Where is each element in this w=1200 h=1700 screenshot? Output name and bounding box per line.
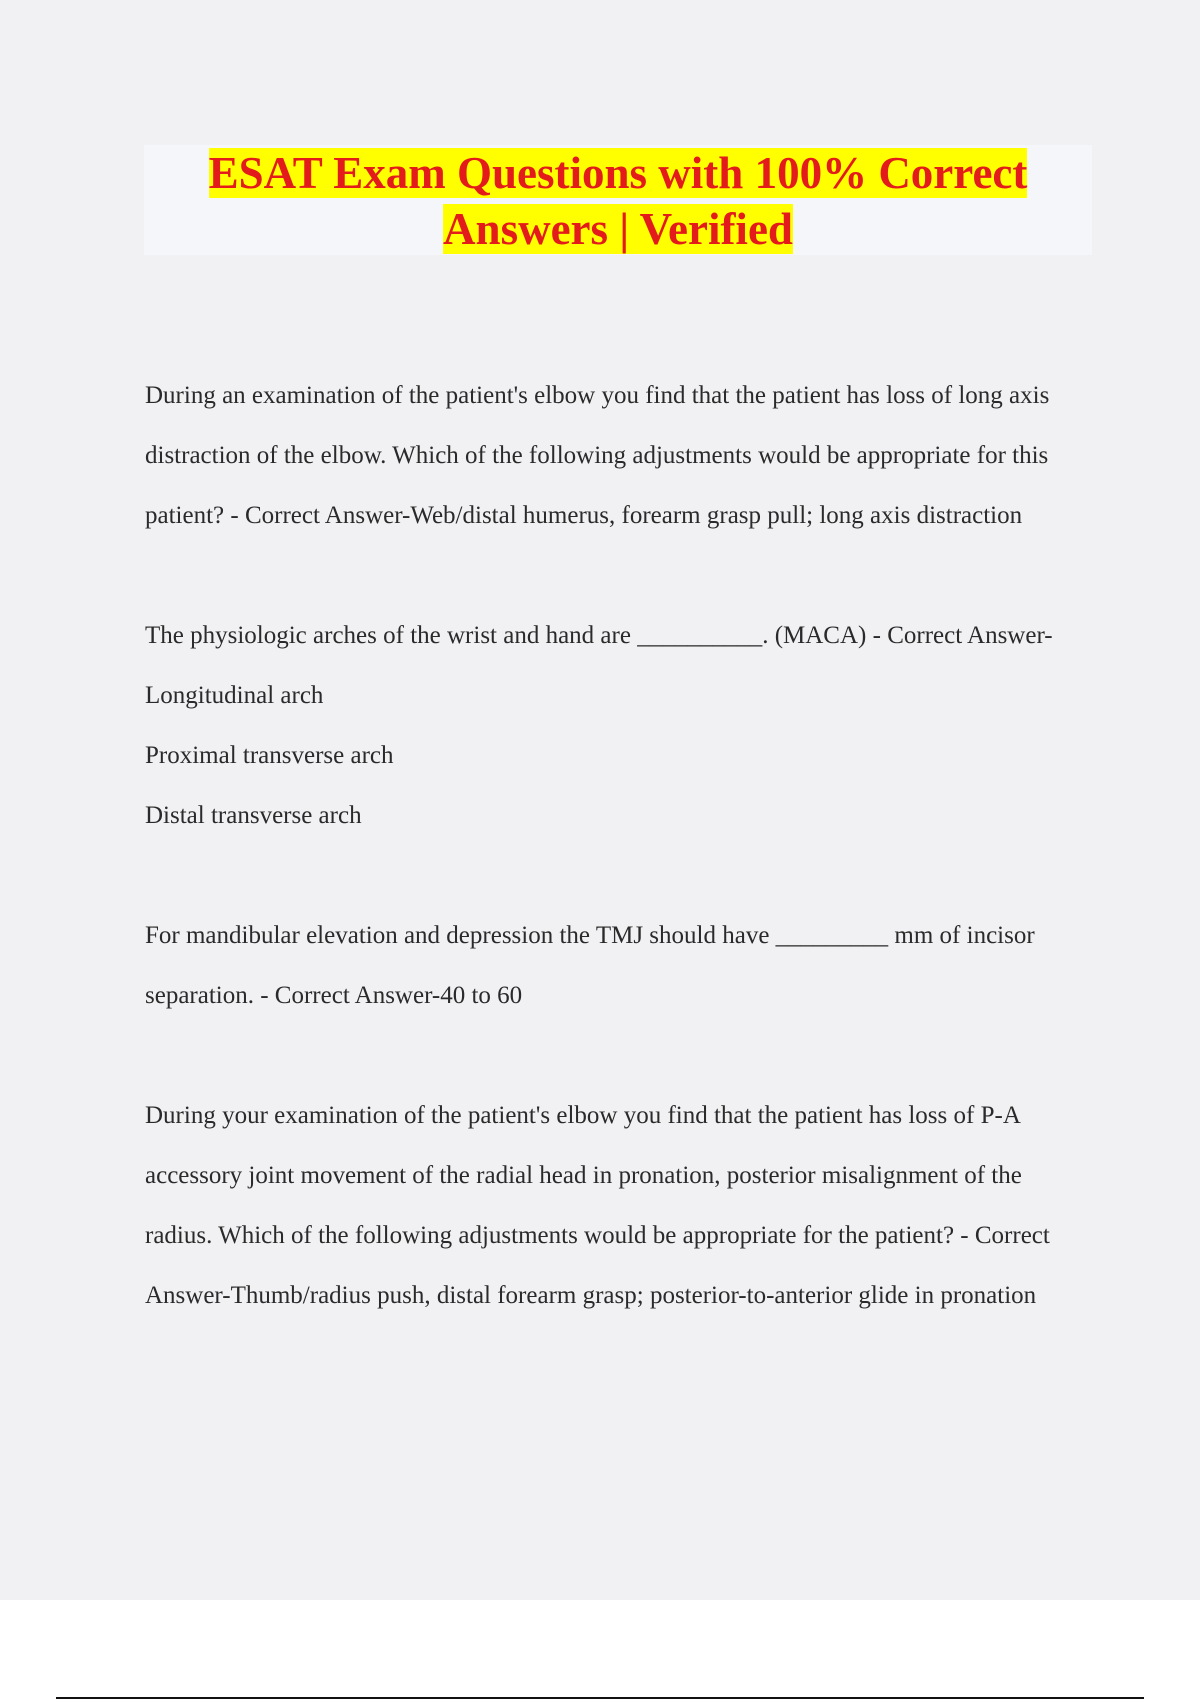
qa-answer-line: Proximal transverse arch — [145, 742, 394, 769]
question-answer-2 — [145, 606, 1095, 846]
question-answer-4 — [145, 1086, 1095, 1326]
qa-answer-line: Distal transverse arch — [145, 802, 362, 829]
qa-text: During your examination of the patient's elbow you find that the patient has loss of P-A accessory joint movement of the radial head in pronation, posterior misalignment of the radius. Which of the following adjustments would be appropriate for the patient? - Correct Answer-Thumb/radius push, distal forearm grasp; posterior-to-anterior glide in pronation — [145, 1102, 1050, 1309]
document-title-line-1: ESAT Exam Questions with 100% Correct — [208, 148, 1028, 198]
title-block — [144, 145, 1092, 255]
qa-text: During an examination of the patient's elbow you find that the patient has loss of long axis distraction of the elbow. Which of the following adjustments would be appropriate for this patient? - Correct Answer-Web/distal humerus, forearm grasp pull; long axis distraction — [145, 382, 1050, 529]
document-title-line-2: Answers | Verified — [443, 204, 793, 254]
document-body — [145, 366, 1095, 1386]
page-bottom-rule — [56, 1697, 1144, 1699]
question-answer-3 — [145, 906, 1095, 1026]
question-answer-1 — [145, 366, 1095, 546]
qa-text: For mandibular elevation and depression the TMJ should have _________ mm of incisor separation. - Correct Answer-40 to 60 — [145, 922, 1035, 1009]
qa-text: The physiologic arches of the wrist and hand are __________. (MACA) - Correct Answer-Longitudinal arch — [145, 622, 1053, 709]
